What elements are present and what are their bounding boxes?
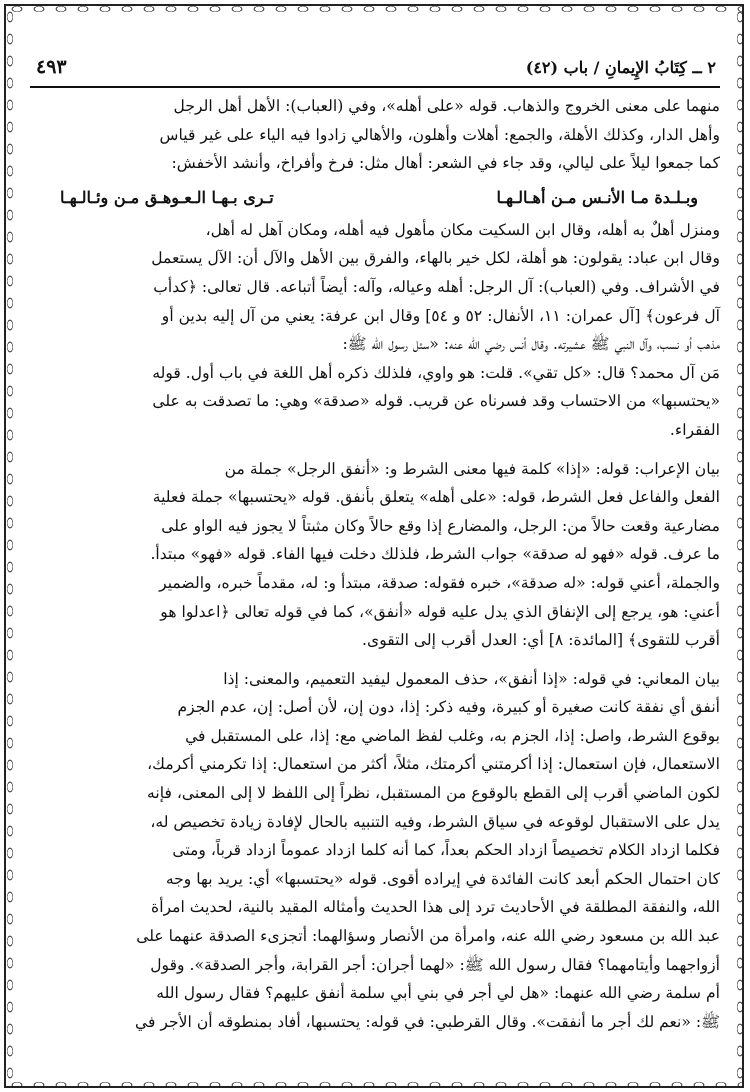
text-line: أم سلمة رضي الله عنهما: «هل لي أجر في بني أبي سلمة أنفق عليهم؟ فقال رسول الله — [156, 984, 720, 1003]
text-line: الفقراء. — [669, 420, 720, 439]
paragraph-ahl-definition — [30, 92, 720, 178]
paragraph-aal-definition — [30, 216, 720, 445]
text-line: الله، والنفقة المطلقة في الأحاديث ترد إلى هذا الحديث وأمثاله المقيد بالنية، لحديث امرأة — [151, 898, 720, 917]
text-line: أعني: هو، يرجع إلى الإنفاق الذي يدل عليه قوله «أنفق»، كما في قوله تعالى ﴿اعدلوا هو — [160, 602, 720, 621]
text-line: لكون الماضي أقرب إلى القطع بالوقوع من المستقبل، نظراً إلى اللفظ لا إلى المعنى، فإنه — [147, 784, 720, 803]
text-line: والجملة، أعني قوله: «له صدقة»، خبره فقوله: صدقة، مبتدأ و: له، مقدماً خبره، والضمير — [159, 573, 720, 592]
text-line: بوقوع الشرط، واصل: إذا، الجزم به، وغلب لفظ الماضي مع: إذا، على المستقبل في — [185, 726, 720, 745]
text-line: بيان الإعراب: قوله: «إذا» كلمة فيها معنى الشرط و: «أنفق الرجل» جملة من — [224, 459, 720, 478]
text-line: كان احتمال الحكم أبعد كانت الفائدة في إيراده أقوى. قوله «يحتسبها» أي: يريد بها وجه — [165, 869, 720, 888]
paragraph-grammar — [30, 455, 720, 655]
text-line: الفعل والفاعل فعل الشرط، قوله: «على أهله» يتعلق بأنفق. قوله «يحتسبها» جملة فعلية — [152, 488, 720, 507]
text-line: كما جمعوا ليلاً على ليالي، وقد جاء في الشعر: أهال مثل: فرخ وأفراخ، وأنشد الأخفش: — [171, 154, 720, 173]
text-line: منهما على معنى الخروج والذهاب. قوله «على أهله»، وفي (العباب): الأهل أهل الرجل — [173, 97, 720, 115]
text-line: مَن آل محمد؟ قال: «كل تقي». قلت: هو واوي، فلذلك ذكره أهل اللغة في باب أول. قوله — [152, 363, 720, 382]
text-line: وقال ابن عباد: يقولون: هو أهلة، لكل خير بالهاء، والفرق بين الأهل والآل أن: الآل يستعمل — [151, 249, 720, 268]
text-line: بيان المعاني: في قوله: «إذا أنفق»، حذف المعمول ليفيد التعميم، والمعنى: إذا — [223, 669, 720, 688]
text-line: «يحتسبها» من الاحتساب وقد فسرناه عن قريب. قوله «صدقة» وهي: ما تصدقت به على — [152, 392, 720, 411]
text-line: أنفق أي نفقة كانت صغيرة أو كبيرة، وفيه ذكر: إذا، دون إن، لأن أصل: إن، عدم الجزم — [177, 698, 720, 717]
text-line: ﷺ: «نعم لك أجر ما أنفقت». وقال القرطبي: في قوله: يحتسبها، أفاد بمنطوقه أن الأجر في — [134, 1012, 720, 1031]
text-line: ومنزل أهلٌ به أهله، وقال ابن السكيت مكان مأهول فيه أهله، ومكان آهل له أهل، — [205, 220, 720, 239]
text-line: آل فرعون﴾ [آل عمران: ١١، الأنفال: ٥٢ و ٥٤] وقال ابن عرفة: يعني من آل إليه بدين أو — [161, 306, 720, 325]
text-line: مضارعية وقعت حالاً من: الرجل، والمضارع إذا وقع حالاً وكان مثبتاً لا يجوز فيه الواو على — [161, 516, 720, 535]
page-header — [30, 52, 720, 88]
verse-first-hemistich: وبـلـدة مـا الأنـس مـن أهـالـهـا — [496, 187, 698, 207]
page-body — [30, 92, 720, 1036]
text-line: مذهب أو نسب، وآل النبي ﷺ عشيرته. وقال أنس رضي الله عنه: «سئل رسول الله ﷺ: — [342, 335, 720, 354]
verse-second-hemistich: تـرى بـهـا الـعـوهـق مـن وئـالـهـا — [60, 187, 274, 207]
text-line: ما عرف. قوله «فهو له صدقة» جواب الشرط، فلذلك دخلت فيها الفاء. قوله «فهو» مبتدأ. — [150, 545, 720, 564]
text-line: الاستعمال، فإن استعمال: إذا أكرمتني أكرمتك، مثلاً، أكثر من استعمال: إذا تكرمني أكرمك، — [147, 755, 720, 774]
paragraph-gap — [30, 655, 720, 665]
text-line: فكلما ازداد الكلام تخصيصاً ازداد الحكم بعداً، كما أنه كلما ازداد عموماً ازداد قرباً، ومتى — [172, 841, 720, 860]
page-number: ٤٩٣ — [36, 56, 67, 78]
text-line: عبد الله بن مسعود رضي الله عنه، وامرأة من الأنصار وسؤالهما: أتجزىء الصدقة عنهما على — [136, 927, 720, 946]
paragraph-meanings — [30, 665, 720, 1037]
text-line: أزواجهما وأيتامهما؟ فقال رسول الله ﷺ: «لهما أجران: أجر القرابة، وأجر الصدقة». وقول — [150, 955, 720, 974]
running-head: ٢ ــ كِتَابُ الإِيمانِ / باب (٤٢) — [525, 58, 716, 77]
paragraph-gap — [30, 445, 720, 455]
poetry-verse — [30, 186, 720, 210]
text-line: وأهل الدار، وكذلك الأهلة، والجمع: أهلات وأهلون، والأهالي زادوا فيه الياء على غير قياس — [159, 125, 720, 144]
text-line: في الأشراف. وفي (العباب): آل الرجل: أهله وعياله، وآله: أيضاً أتباعه. قال تعالى: ﴿كدأب — [153, 277, 720, 296]
text-line: أقرب للتقوى﴾ [المائدة: ٨] أي: العدل أقرب إلى التقوى. — [362, 631, 720, 650]
text-line: يدل على الاستقبال لوقوعه في سياق الشرط، وفيه التنبيه بالحال لإفادة زيادة تخصيص له، — [150, 812, 720, 831]
